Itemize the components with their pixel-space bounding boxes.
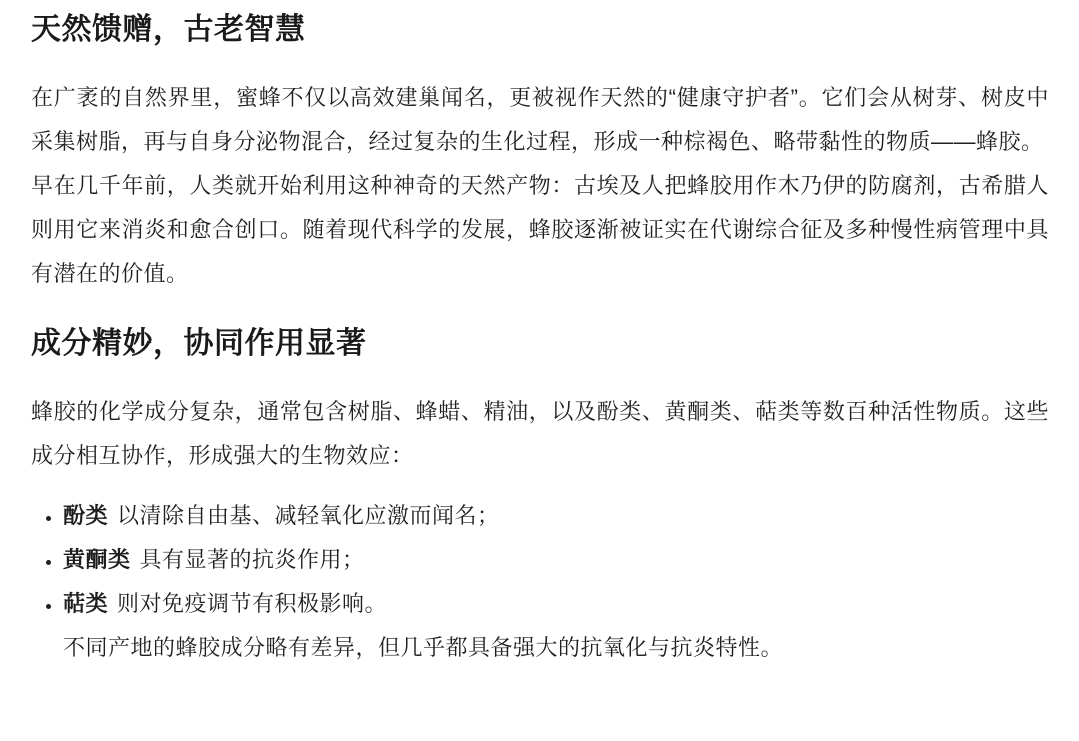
component-term: 萜类 [63, 591, 109, 616]
component-description: 以清除自由基、减轻氧化应激而闻名； [117, 503, 500, 528]
section-heading: 天然馈赠，古老智慧 [31, 13, 306, 46]
component-term: 黄酮类 [63, 547, 131, 572]
paragraph: 在广袤的自然界里，蜜蜂不仅以高效建巢闻名，更被视作天然的“健康守护者”。它们会从树芽、树皮中采集树脂，再与自身分泌物混合，经过复杂的生化过程，形成一种棕褐色、略带黏性的物质——蜂胶。 [31, 85, 1049, 154]
paragraph: 早在几千年前，人类就开始利用这种神奇的天然产物：古埃及人把蜂胶用作木乃伊的防腐剂，古希腊人则用它来消炎和愈合创口。随着现代科学的发展，蜂胶逐渐被证实在代谢综合征及多种慢性病管理中具有潜在的价值。 [31, 173, 1049, 286]
section-natural-gift [31, 12, 1049, 296]
component-description: 具有显著的抗炎作用； [139, 547, 365, 572]
list-item-flavonoids [63, 538, 1049, 582]
section-components [31, 326, 1049, 670]
list-item-phenols [63, 494, 1049, 538]
component-description: 则对免疫调节有积极影响。 [117, 591, 388, 616]
list-item-terpenes [63, 582, 1049, 670]
list-continuation-note: 不同产地的蜂胶成分略有差异，但几乎都具备强大的抗氧化与抗炎特性。 [63, 635, 784, 660]
paragraph: 蜂胶的化学成分复杂，通常包含树脂、蜂蜡、精油，以及酚类、黄酮类、萜类等数百种活性物质。这些成分相互协作，形成强大的生物效应： [31, 399, 1049, 468]
component-list [31, 494, 1049, 670]
component-term: 酚类 [63, 503, 109, 528]
section-heading: 成分精妙，协同作用显著 [31, 327, 367, 360]
